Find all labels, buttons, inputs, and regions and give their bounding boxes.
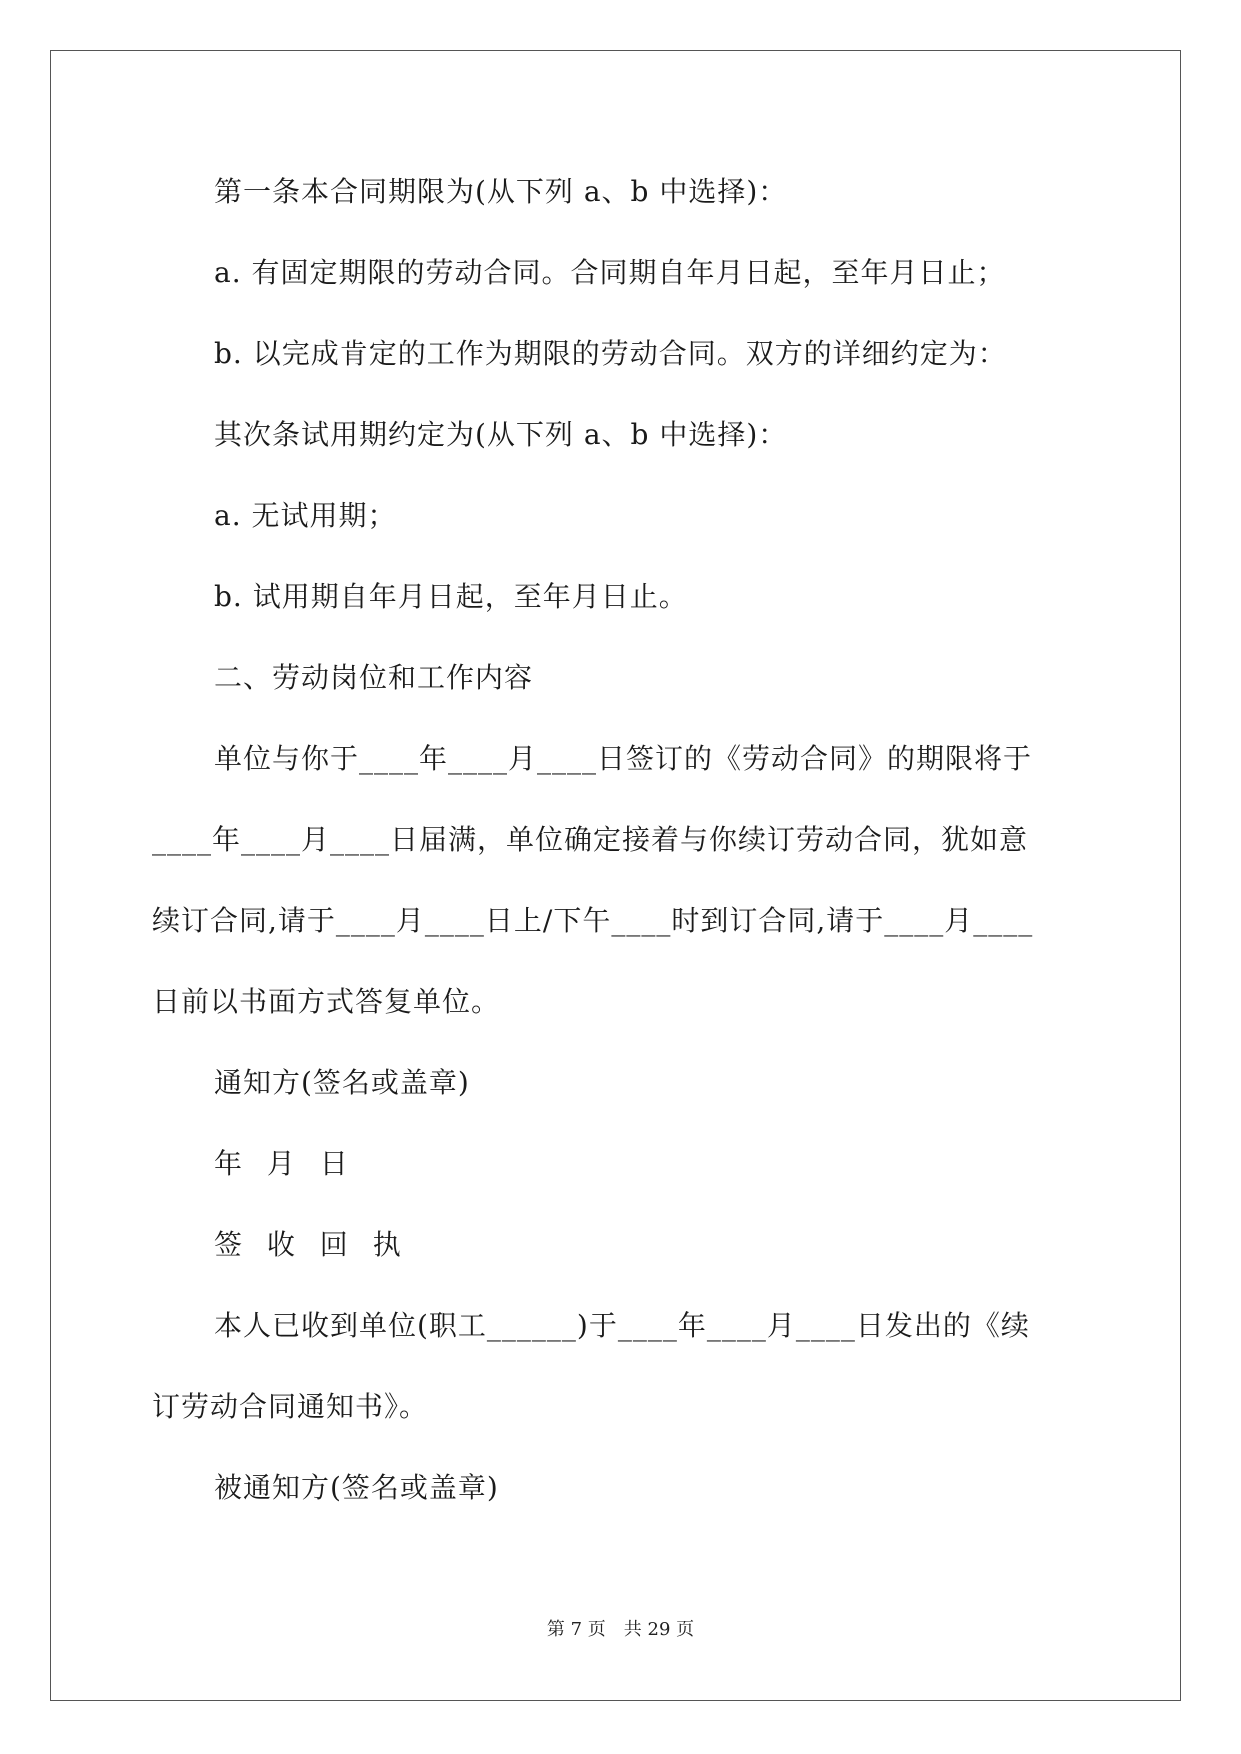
article-2-probation: 其次条试用期约定为(从下列 a、b 中选择)： xyxy=(214,418,788,451)
total-pages: 共 29 页 xyxy=(623,1619,695,1640)
term-option-a: a. 有固定期限的劳动合同。合同期自年月日起，至年月日止； xyxy=(214,256,1006,289)
receipt-heading: 签 收 回 执 xyxy=(214,1228,402,1261)
notice-paragraph-line-3: 续订合同,请于____月____日上/下午____时到订合同,请于____月____ xyxy=(152,904,1034,937)
notice-paragraph-line-2: ____年____月____日届满，单位确定接着与你续订劳动合同，犹如意 xyxy=(152,823,1029,856)
page-footer xyxy=(0,1618,1241,1642)
date-line: 年 月 日 xyxy=(214,1147,349,1180)
notified-party-signature: 被通知方(签名或盖章) xyxy=(214,1471,499,1504)
article-1-term: 第一条本合同期限为(从下列 a、b 中选择)： xyxy=(214,175,788,208)
term-option-b: b. 以完成肯定的工作为期限的劳动合同。双方的详细约定为： xyxy=(214,337,1007,370)
probation-option-b: b. 试用期自年月日起，至年月日止。 xyxy=(214,580,688,613)
notice-paragraph-line-4: 日前以书面方式答复单位。 xyxy=(152,985,501,1018)
notifier-signature: 通知方(签名或盖章) xyxy=(214,1066,470,1099)
notice-paragraph-line-1: 单位与你于____年____月____日签订的《劳动合同》的期限将于 xyxy=(214,742,1033,775)
receipt-paragraph-line-2: 订劳动合同通知书》。 xyxy=(152,1390,429,1423)
section-2-heading: 二、劳动岗位和工作内容 xyxy=(214,661,534,694)
probation-option-a: a. 无试用期； xyxy=(214,499,397,532)
receipt-paragraph-line-1: 本人已收到单位(职工______)于____年____月____日发出的《续 xyxy=(214,1309,1030,1342)
page-number: 第 7 页 xyxy=(546,1619,606,1640)
